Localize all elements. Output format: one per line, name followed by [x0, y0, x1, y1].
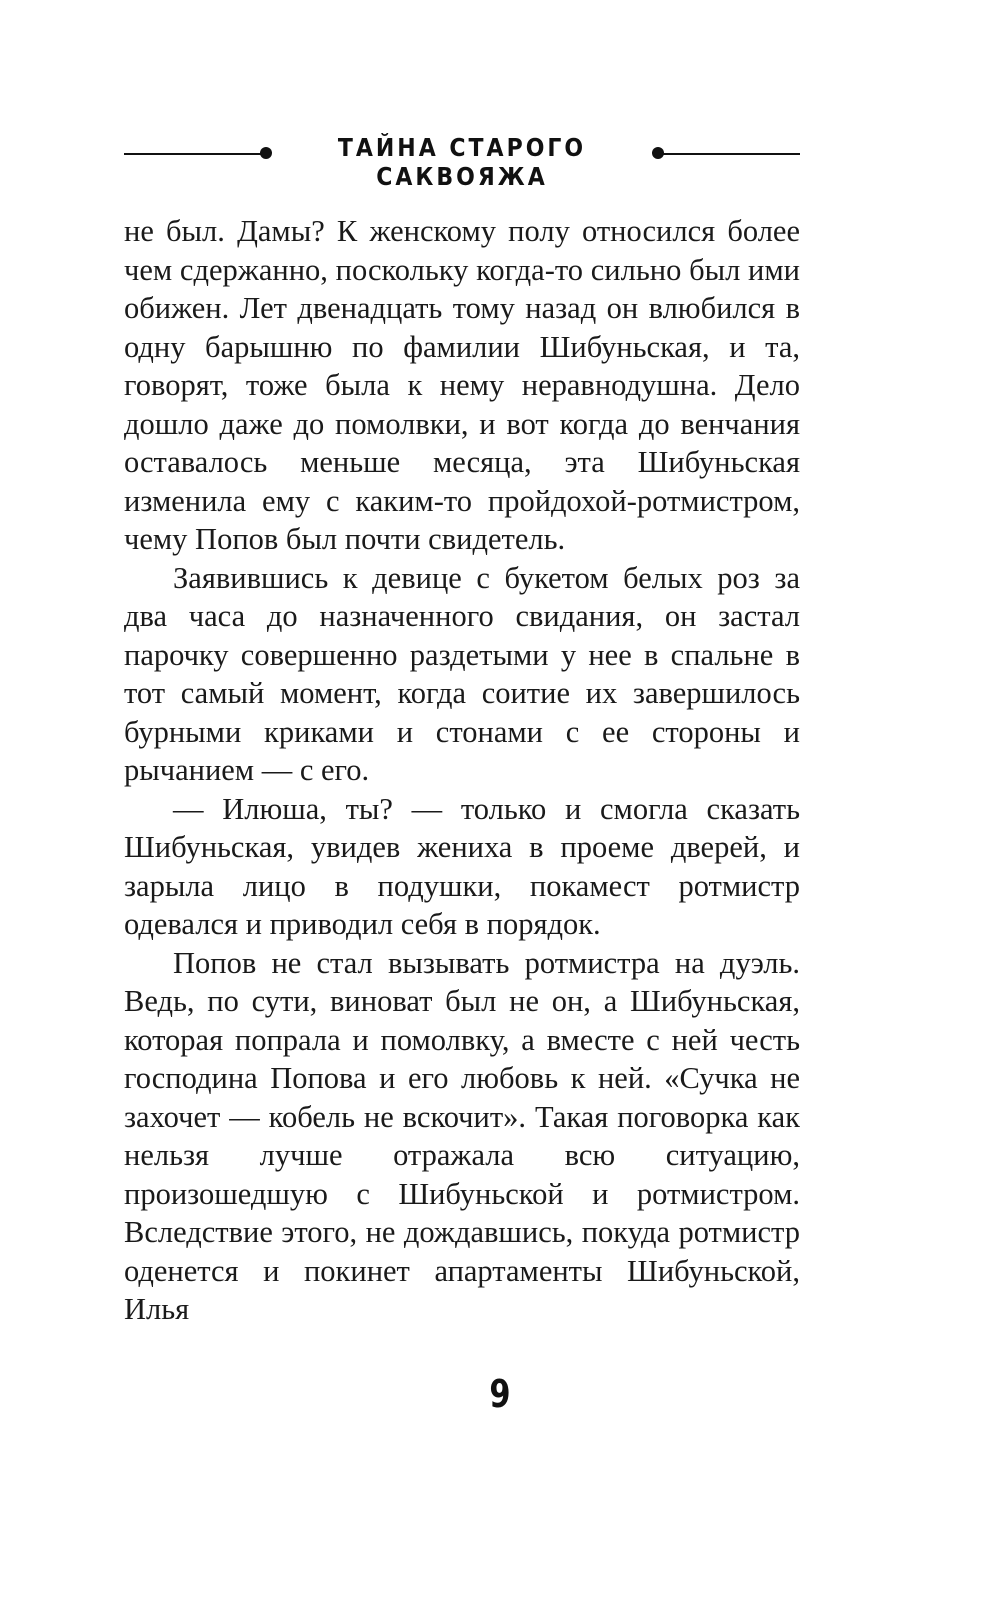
paragraph: не был. Дамы? К женскому полу относился более чем сдержанно, поскольку когда-то сильно был ими обижен. Лет двенадцать тому назад он влюбился в одну барышню по фамилии Шибуньская, и та, говорят, тоже была к нему неравнодушна. Дело дошло даже до помолвки, и вот когда до венчания оставалось меньше месяца, эта Шибуньская изменила ему с каким-то пройдохой-ротмистром, чему Попов был почти свидетель.	[124, 214, 800, 556]
header-rule-right	[662, 153, 800, 155]
page-number: 9	[489, 1372, 511, 1416]
header-bullet-left	[260, 147, 272, 159]
paragraph: Попов не стал вызывать ротмистра на дуэль. Ведь, по сути, виноват был не он, а Шибуньская, которая попрала и помолвку, а вместе с ней честь господина Попова и его любовь к ней. «Сучка не захочет — кобель не вскочит». Такая поговорка как нельзя лучше отражала всю ситуацию, произошедшую с Шибуньской и ротмистром. Вследствие этого, не дождавшись, покуда ротмистр оденется и покинет апартаменты Шибуньской, Илья	[124, 945, 800, 1326]
running-header	[124, 134, 800, 192]
running-title: ТАЙНА СТАРОГО САКВОЯЖА	[337, 134, 587, 192]
paragraph: Заявившись к девице с букетом белых роз за два часа до назначенного свидания, он застал парочку совершенно раздетыми у нее в спальне в тот самый момент, когда соитие их завершилось бурными криками и стонами с ее стороны и рычанием — с его.	[124, 560, 800, 787]
body-text	[124, 212, 800, 1329]
dialogue-paragraph: — Илюша, ты? — только и смогла сказать Шибуньская, увидев жениха в проеме дверей, и зарыла лицо в подушки, покамест ротмистр одевался и приводил себя в порядок.	[124, 791, 800, 941]
header-rule-left	[124, 153, 262, 155]
